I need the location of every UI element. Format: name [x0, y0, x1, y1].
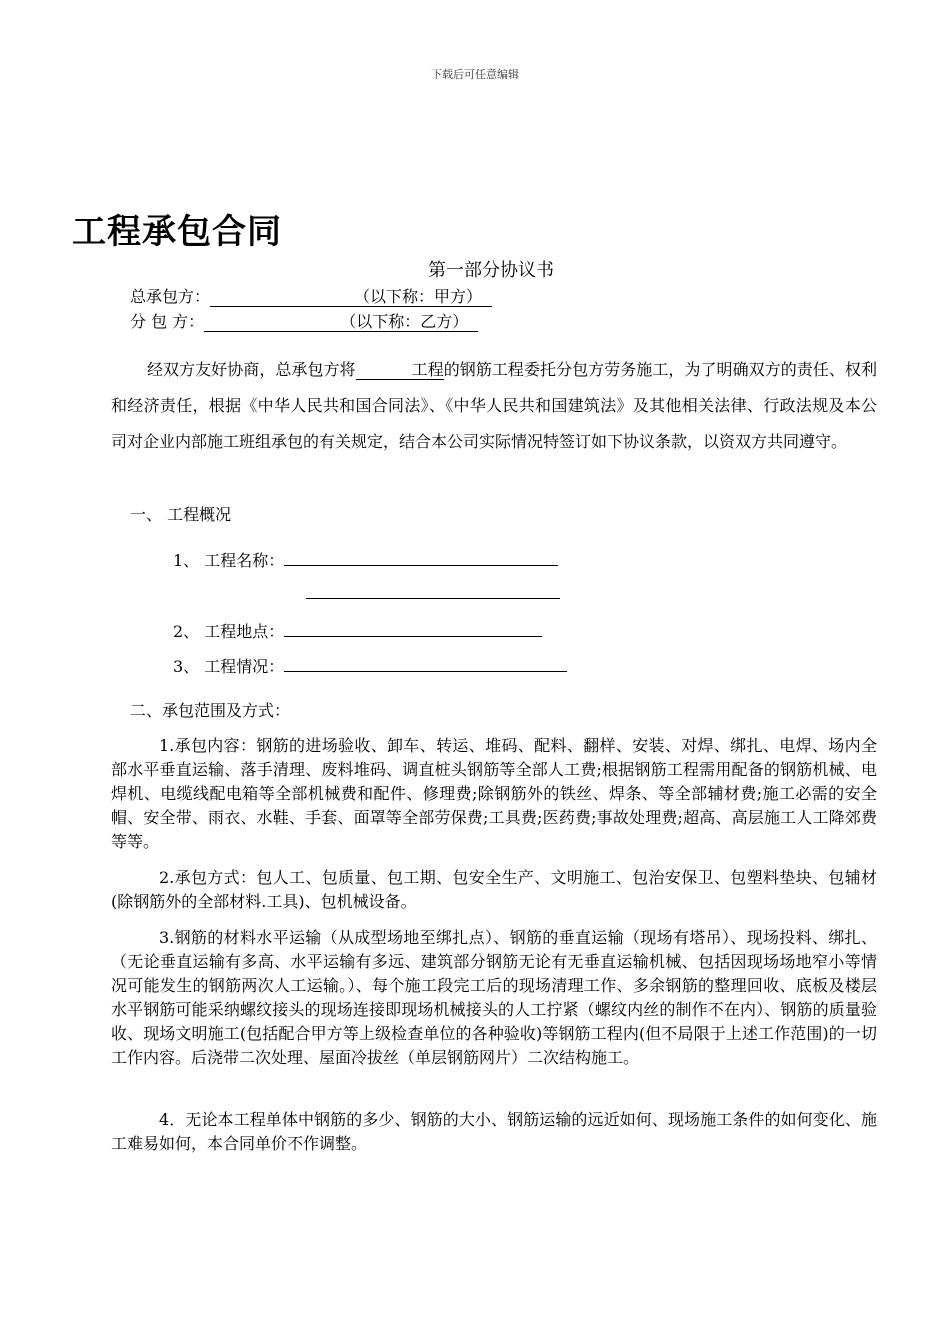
- project-location-label: 2、 工程地点：: [173, 622, 285, 641]
- contractor-blank: [210, 290, 346, 307]
- intro-text-after: 的钢筋工程委托分包方劳务施工，为了明确双方的责任、权利和经济责任，根据《中华人民共和国合同法》、《中华人民共和国建筑法》及其他相关法律、行政法规及本公司对企业内部施工班组承包的有关规定，结合本公司实际情况特签订如下协议条款，以资双方共同遵守。: [111, 360, 877, 451]
- clause-4-price: 4．无论本工程单体中钢筋的多少、钢筋的大小、钢筋运输的远近如何、现场施工条件的如何变化、施工难易如何，本合同单价不作调整。: [111, 1110, 877, 1153]
- project-location-blank: [284, 622, 542, 637]
- contractor-label: 总承包方：: [130, 287, 211, 306]
- project-name-item: [173, 548, 558, 571]
- contractor-note: （以下称：甲方）: [346, 287, 492, 307]
- project-status-label: 3、 工程情况：: [173, 657, 285, 676]
- intro-text-before: 经双方友好协商，总承包方将: [147, 360, 356, 379]
- project-name-blank: [284, 551, 558, 566]
- contractor-line: [130, 284, 492, 307]
- clause-1-scope: 1.承包内容：钢筋的进场验收、卸车、转运、堆码、配料、翻样、安装、对焊、绑扎、电焊、场内全部水平垂直运输、落手清理、废料堆码、调直桩头钢筋等全部人工费;根据钢筋工程需用配备的钢筋机械、电焊机、电缆线配电箱等全部机械费和配件、修理费;除钢筋外的铁丝、焊条、等全部辅材费;施工必需的安全帽、安全带、雨衣、水鞋、手套、面罩等全部劳保费;工具费;医药费;事故处理费;超高、高层施工人工降郊费等等。: [111, 736, 877, 851]
- project-name-label: 1、 工程名称：: [173, 551, 285, 570]
- project-location-item: [173, 619, 542, 642]
- document-title: 工程承包合同: [72, 212, 282, 252]
- header-note: 下载后可任意编辑: [431, 68, 519, 81]
- intro-paragraph: [111, 352, 877, 460]
- section-2-heading: 二、承包范围及方式：: [130, 701, 291, 720]
- intro-project-word: 工程: [411, 360, 444, 379]
- clause-3-transport: 3.钢筋的材料水平运输（从成型场地至绑扎点）、钢筋的垂直运输（现场有塔吊）、现场投料、绑扎、（无论垂直运输有多高、水平运输有多远、建筑部分钢筋无论有无垂直运输机械、包括因现场场地窄小等情况可能发生的钢筋两次人工运输。）、每个施工段完工后的现场清理工作、多余钢筋的整理回收、底板及楼层水平钢筋可能采纳螺纹接头的现场连接即现场机械接头的人工拧紧（螺纹内丝的制作不在内）、钢筋的质量验收、现场文明施工(包括配合甲方等上级检查单位的各种验收)等钢筋工程内(但不局限于上述工作范围)的一切工作内容。后浇带二次处理、屋面冷拔丝（单层钢筋网片）二次结构施工。: [111, 928, 877, 1067]
- document-subtitle: 第一部分协议书: [428, 260, 554, 281]
- clause-2-method: 2.承包方式：包人工、包质量、包工期、包安全生产、文明施工、包治安保卫、包塑料垫块、包辅材(除钢筋外的全部材料.工具)、包机械设备。: [111, 868, 877, 911]
- subcontractor-note: （以下称：乙方）: [332, 312, 478, 332]
- project-status-item: [173, 654, 567, 677]
- subcontractor-label: 分 包 方：: [130, 312, 205, 331]
- section-1-heading: 一、 工程概况: [130, 505, 232, 524]
- intro-project-blank: [356, 360, 444, 380]
- project-status-blank: [284, 657, 567, 672]
- subcontractor-blank: [204, 315, 332, 332]
- project-name-blank-continued: [306, 598, 560, 599]
- subcontractor-line: [130, 309, 478, 332]
